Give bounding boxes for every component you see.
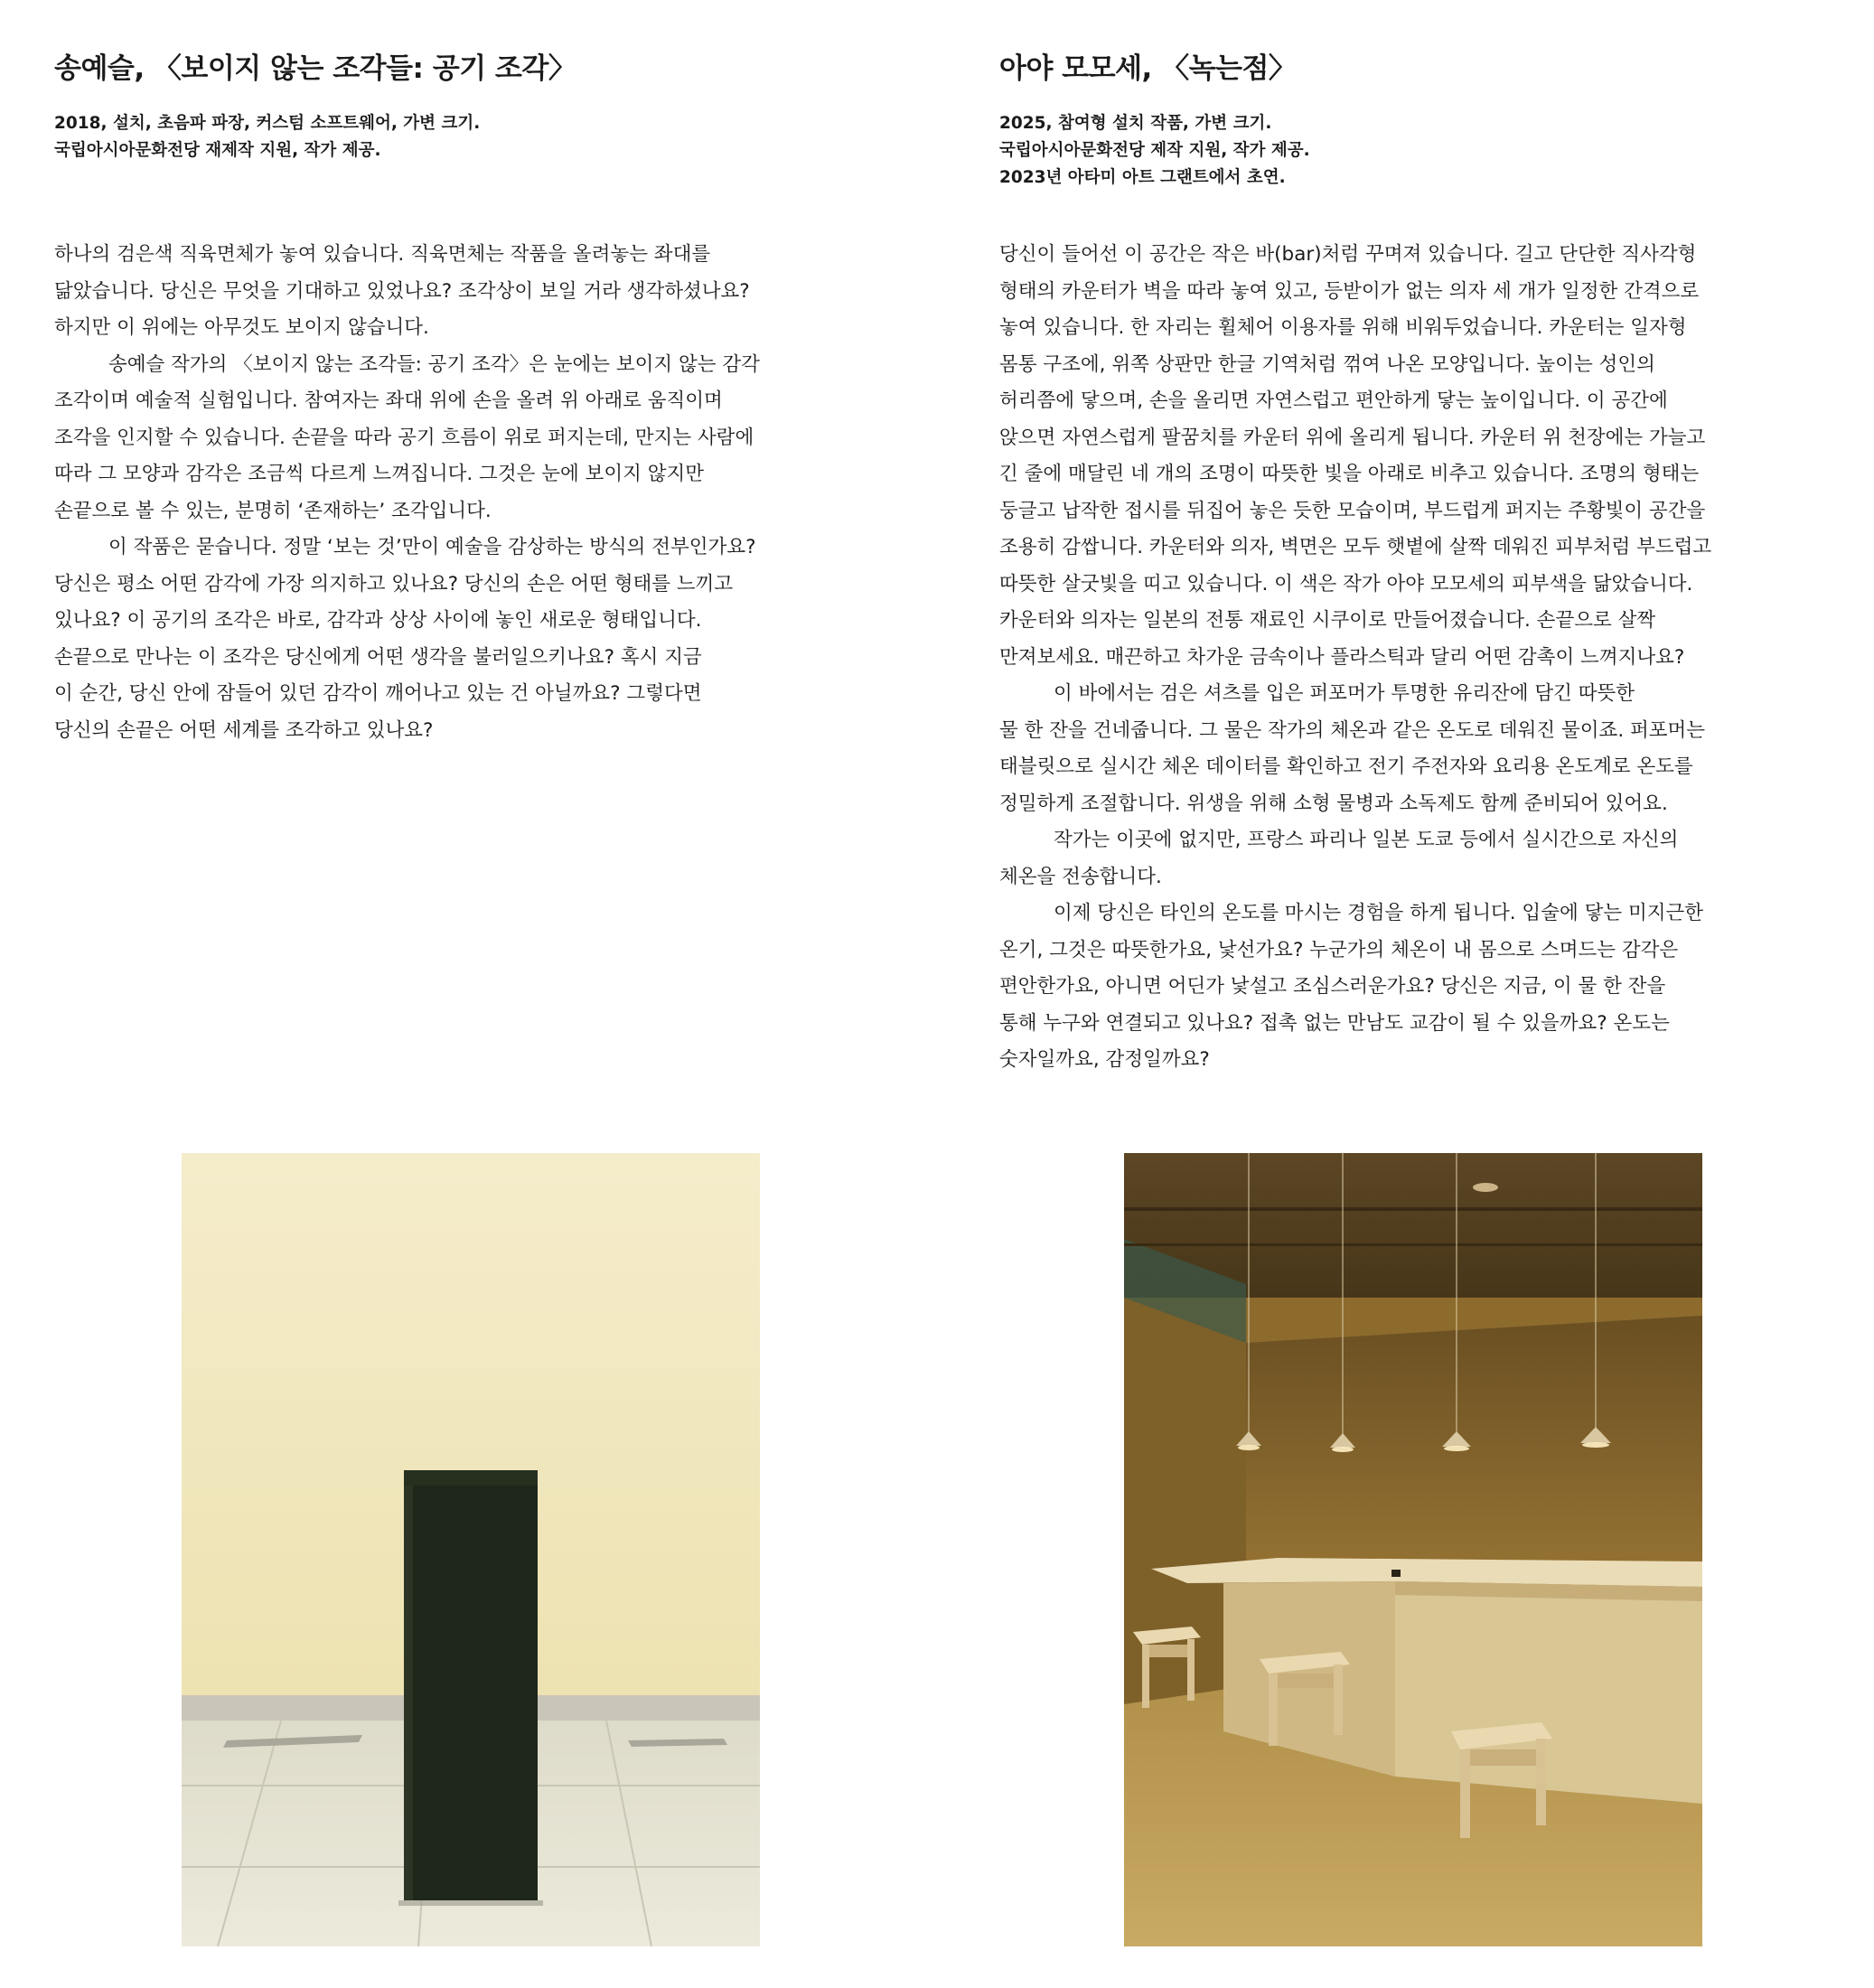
text-line: 물 한 잔을 건네줍니다. 그 물은 작가의 체온과 같은 온도로 데워진 물이죠. 퍼포머는 xyxy=(999,718,1706,742)
right-credit-line: 2023년 아타미 아트 그랜트에서 초연. xyxy=(999,168,1286,187)
text-line: 통해 누구와 연결되고 있나요? 접촉 없는 만남도 교감이 될 수 있을까요? 온도는 xyxy=(999,1011,1670,1035)
text-line: 이 순간, 당신 안에 잠들어 있던 감각이 깨어나고 있는 건 아닐까요? 그렇다면 xyxy=(54,682,702,705)
air-sculpture-photo xyxy=(182,1153,760,1946)
text-line: 온기, 그것은 따뜻한가요, 낯선가요? 누군가의 체온이 내 몸으로 스며드는 감각은 xyxy=(999,938,1679,961)
text-line: 하지만 이 위에는 아무것도 보이지 않습니다. xyxy=(54,316,429,339)
pedestal-illustration xyxy=(182,1153,760,1946)
left-artwork-title: 송예슬, 〈보이지 않는 조각들: 공기 조각〉 xyxy=(54,52,576,85)
text-line: 만져보세요. 매끈하고 차가운 금속이나 플라스틱과 달리 어떤 감촉이 느껴지나요? xyxy=(999,645,1685,669)
text-line: 손끝으로 볼 수 있는, 분명히 ‘존재하는’ 조각입니다. xyxy=(54,499,492,522)
bar-installation-illustration xyxy=(1124,1153,1702,1946)
text-line: 조각을 인지할 수 있습니다. 손끝을 따라 공기 흐름이 위로 퍼지는데, 만지는 사람에 xyxy=(54,426,754,449)
text-line: 이 바에서는 검은 셔츠를 입은 퍼포머가 투명한 유리잔에 담긴 따뜻한 xyxy=(1054,682,1635,705)
left-artwork-credits xyxy=(54,110,885,164)
text-line: 작가는 이곳에 없지만, 프랑스 파리나 일본 도쿄 등에서 실시간으로 자신의 xyxy=(1054,829,1679,851)
text-line: 당신은 평소 어떤 감각에 가장 의지하고 있나요? 당신의 손은 어떤 형태를 느끼고 xyxy=(54,572,734,595)
right-artwork-credits xyxy=(999,110,1831,192)
text-line: 태블릿으로 실시간 체온 데이터를 확인하고 전기 주전자와 요리용 온도계로 온도를 xyxy=(999,755,1693,778)
text-line: 정밀하게 조절합니다. 위생을 위해 소형 물병과 소독제도 함께 준비되어 있어요. xyxy=(999,792,1668,815)
text-line: 숫자일까요, 감정일까요? xyxy=(999,1048,1210,1071)
left-credit-line: 국립아시아문화전당 재제작 지원, 작가 제공. xyxy=(54,141,381,160)
text-line: 카운터와 의자는 일본의 전통 재료인 시쿠이로 만들어졌습니다. 손끝으로 살짝 xyxy=(999,609,1656,632)
text-line: 하나의 검은색 직육면체가 놓여 있습니다. 직육면체는 작품을 올려놓는 좌대를 xyxy=(54,243,711,266)
text-line: 앉으면 자연스럽게 팔꿈치를 카운터 위에 올리게 됩니다. 카운터 위 천장에는 가늘고 xyxy=(999,426,1706,449)
left-article xyxy=(54,49,885,749)
text-line: 허리쯤에 닿으며, 손을 올리면 자연스럽고 편안하게 닿는 높이입니다. 이 공간에 xyxy=(999,389,1668,412)
text-line: 이제 당신은 타인의 온도를 마시는 경험을 하게 됩니다. 입술에 닿는 미지근한 xyxy=(1054,902,1704,924)
text-line: 따뜻한 살굿빛을 띠고 있습니다. 이 색은 작가 아야 모모세의 피부색을 닮았습니다. xyxy=(999,572,1693,595)
text-line: 당신의 손끝은 어떤 세계를 조각하고 있나요? xyxy=(54,718,434,742)
text-line: 둥글고 납작한 접시를 뒤집어 놓은 듯한 모습이며, 부드럽게 퍼지는 주황빛이 공간을 xyxy=(999,499,1706,522)
right-article xyxy=(999,49,1831,1079)
text-line: 조각이며 예술적 실험입니다. 참여자는 좌대 위에 손을 올려 위 아래로 움직이며 xyxy=(54,389,723,412)
right-credit-line: 2025, 참여형 설치 작품, 가변 크기. xyxy=(999,114,1272,133)
text-line: 이 작품은 묻습니다. 정말 ‘보는 것’만이 예술을 감상하는 방식의 전부인가요? xyxy=(108,536,756,558)
left-description xyxy=(54,237,885,749)
text-line: 따라 그 모양과 감각은 조금씩 다르게 느껴집니다. 그것은 눈에 보이지 않지만 xyxy=(54,463,705,485)
text-line: 당신이 들어선 이 공간은 작은 바(bar)처럼 꾸며져 있습니다. 길고 단단한 직사각형 xyxy=(999,243,1697,266)
text-line: 송예슬 작가의 〈보이지 않는 조각들: 공기 조각〉은 눈에는 보이지 않는 감각 xyxy=(108,352,760,376)
text-line: 손끝으로 만나는 이 조각은 당신에게 어떤 생각을 불러일으키나요? 혹시 지금 xyxy=(54,645,702,669)
text-line: 긴 줄에 매달린 네 개의 조명이 따뜻한 빛을 아래로 비추고 있습니다. 조명의 형태는 xyxy=(999,463,1700,485)
text-line: 놓여 있습니다. 한 자리는 휠체어 이용자를 위해 비워두었습니다. 카운터는 일자형 xyxy=(999,316,1687,339)
right-artwork-title: 아야 모모세, 〈녹는점〉 xyxy=(999,52,1297,85)
melting-point-photo xyxy=(1124,1153,1702,1946)
text-line: 체온을 전송합니다. xyxy=(999,865,1162,888)
text-line: 있나요? 이 공기의 조각은 바로, 감각과 상상 사이에 놓인 새로운 형태입니다. xyxy=(54,609,702,632)
right-credit-line: 국립아시아문화전당 제작 지원, 작가 제공. xyxy=(999,141,1310,160)
left-credit-line: 2018, 설치, 초음파 파장, 커스텀 소프트웨어, 가변 크기. xyxy=(54,114,481,133)
text-line: 형태의 카운터가 벽을 따라 놓여 있고, 등받이가 없는 의자 세 개가 일정한 간격으로 xyxy=(999,279,1700,303)
text-line: 조용히 감쌉니다. 카운터와 의자, 벽면은 모두 햇볕에 살짝 데워진 피부처럼 부드럽고 xyxy=(999,536,1712,558)
text-line: 편안한가요, 아니면 어딘가 낯설고 조심스러운가요? 당신은 지금, 이 물 한 잔을 xyxy=(999,975,1666,998)
text-line: 몸통 구조에, 위쪽 상판만 한글 기역처럼 꺾여 나온 모양입니다. 높이는 성인의 xyxy=(999,352,1655,376)
text-line: 닮았습니다. 당신은 무엇을 기대하고 있었나요? 조각상이 보일 거라 생각하셨나요? xyxy=(54,279,750,303)
right-description xyxy=(999,237,1831,1079)
